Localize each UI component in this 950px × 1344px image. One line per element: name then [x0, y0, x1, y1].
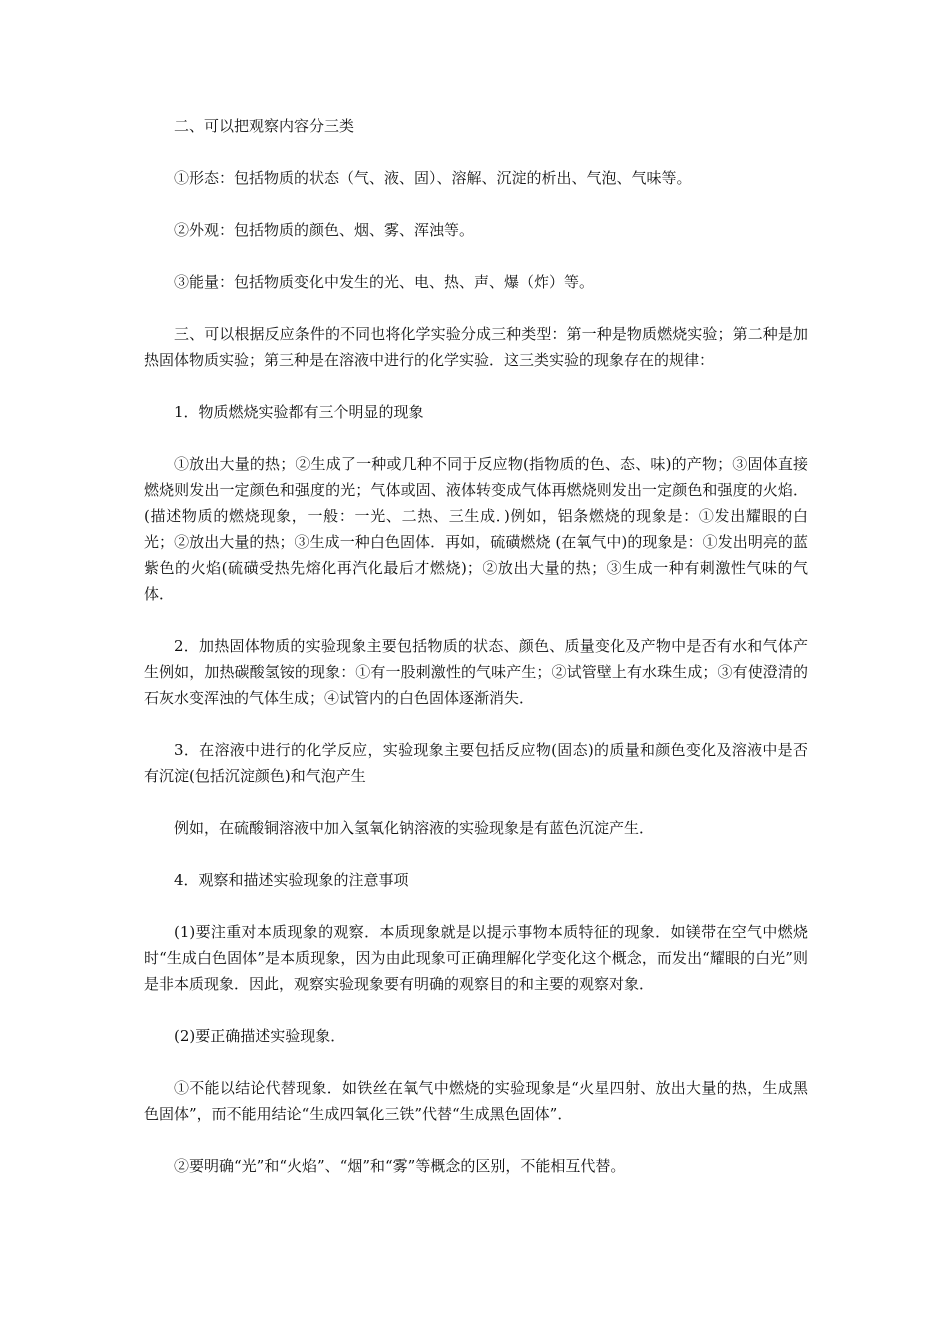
paragraph-concept-distinction: ②要明确“光”和“火焰”、“烟”和“雾”等概念的区别，不能相互代替。: [174, 1157, 626, 1175]
text-body: [144, 113, 808, 1205]
paragraph-no-conclusion: ①不能以结论代替现象．如铁丝在氧气中燃烧的实验现象是“火星四射、放出大量的热，生成黑色固体”，而不能用结论“生成四氧化三铁”代替“生成黑色固体”．: [144, 1079, 808, 1123]
item-three-paragraph: 3．在溶液中进行的化学反应，实验现象主要包括反应物(固态)的质量和颜色变化及溶液中是否有沉淀(包括沉淀颜色)和气泡产生: [144, 741, 808, 785]
paragraph-energy: ③能量：包括物质变化中发生的光、电、热、声、爆（炸）等。: [174, 273, 595, 291]
paragraph-form: ①形态：包括物质的状态（气、液、固）、溶解、沉淀的析出、气泡、气味等。: [174, 169, 692, 187]
item-four-heading: 4．观察和描述实验现象的注意事项: [174, 871, 409, 889]
item-one-heading: 1．物质燃烧实验都有三个明显的现象: [174, 403, 424, 421]
item-two-paragraph: 2．加热固体物质的实验现象主要包括物质的状态、颜色、质量变化及产物中是否有水和气体产生例如，加热碳酸氢铵的现象：①有一股刺激性的气味产生；②试管壁上有水珠生成；③有使澄清的石灰水变浑浊的气体生成；④试管内的白色固体逐渐消失．: [144, 637, 808, 707]
section-three-paragraph: 三、可以根据反应条件的不同也将化学实验分成三种类型：第一种是物质燃烧实验；第二种是加热固体物质实验；第三种是在溶液中进行的化学实验．这三类实验的现象存在的规律：: [144, 325, 808, 369]
paragraph-describe-correctly: (2)要正确描述实验现象．: [174, 1027, 346, 1045]
section-two-heading: 二、可以把观察内容分三类: [174, 117, 355, 135]
paragraph-combustion: ①放出大量的热；②生成了一种或几种不同于反应物(指物质的色、态、味)的产物；③固体直接燃烧则发出一定颜色和强度的光；气体或固、液体转变成气体再燃烧则发出一定颜色和强度的火焰．(描述物质的燃烧现象，一般：一光、二热、三生成．)例如，铝条燃烧的现象是：①发出耀眼的白光；②放出大量的热；③生成一种白色固体．再如，硫磺燃烧 (在氧气中)的现象是：①发出明亮的蓝紫色的火焰(硫磺受热先熔化再汽化最后才燃烧)；②放出大量的热；③生成一种有刺激性气味的气体．: [144, 455, 808, 603]
paragraph-essential-phenomena: (1)要注重对本质现象的观察．本质现象就是以提示事物本质特征的现象．如镁带在空气中燃烧时“生成白色固体”是本质现象，因为由此现象可正确理解化学变化这个概念，而发出“耀眼的白光”则是非本质现象．因此，观察实验现象要有明确的观察目的和主要的观察对象．: [144, 923, 808, 993]
paragraph-example: 例如，在硫酸铜溶液中加入氢氧化钠溶液的实验现象是有蓝色沉淀产生．: [174, 819, 655, 837]
paragraph-appearance: ②外观：包括物质的颜色、烟、雾、浑浊等。: [174, 221, 475, 239]
